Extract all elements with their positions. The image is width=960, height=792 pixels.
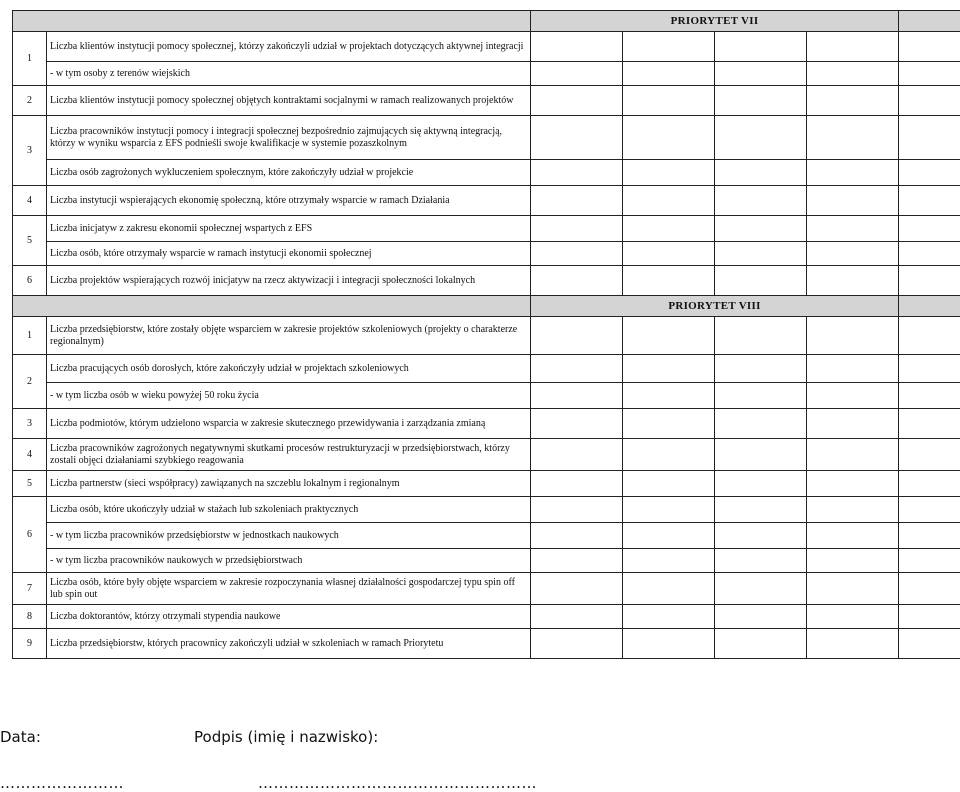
table-row <box>13 573 960 605</box>
row-number: 9 <box>13 629 47 659</box>
value-cell[interactable] <box>807 160 899 186</box>
value-cell[interactable] <box>807 439 899 471</box>
value-cell[interactable] <box>531 317 623 355</box>
table-row <box>13 523 960 549</box>
table-row <box>13 605 960 629</box>
section-title: PRIORYTET VIII <box>531 296 899 317</box>
row-number: 7 <box>13 573 47 605</box>
value-cell[interactable] <box>623 186 715 216</box>
date-field[interactable]: …………………… <box>0 774 124 792</box>
row-number: 6 <box>13 497 47 573</box>
value-cell[interactable] <box>715 242 807 266</box>
table-row <box>13 439 960 471</box>
value-cell[interactable] <box>531 86 623 116</box>
section-title: PRIORYTET VII <box>531 11 899 32</box>
table-row <box>13 216 960 242</box>
value-cell[interactable] <box>623 355 715 383</box>
row-number: 4 <box>13 186 47 216</box>
value-cell[interactable] <box>899 573 960 605</box>
table-row <box>13 186 960 216</box>
value-cell[interactable] <box>531 355 623 383</box>
table-row <box>13 116 960 160</box>
table-row <box>13 86 960 116</box>
value-cell[interactable] <box>623 216 715 242</box>
section-header-row <box>13 296 960 317</box>
value-cell[interactable] <box>531 629 623 659</box>
value-cell[interactable] <box>715 409 807 439</box>
value-cell[interactable] <box>899 216 960 242</box>
indicator-description: Liczba klientów instytucji pomocy społecznej, którzy zakończyli udział w projektach dotyczących aktywnej integracji <box>47 32 531 62</box>
indicator-description: Liczba doktorantów, którzy otrzymali stypendia naukowe <box>47 605 531 629</box>
value-cell[interactable] <box>715 32 807 62</box>
value-cell[interactable] <box>623 266 715 296</box>
value-cell[interactable] <box>715 629 807 659</box>
value-cell[interactable] <box>623 32 715 62</box>
indicator-description: - w tym liczba pracowników przedsiębiorstw w jednostkach naukowych <box>47 523 531 549</box>
value-cell[interactable] <box>807 216 899 242</box>
value-cell[interactable] <box>715 160 807 186</box>
value-cell[interactable] <box>807 605 899 629</box>
signature-footer <box>0 722 960 792</box>
value-cell[interactable] <box>623 629 715 659</box>
table-row <box>13 32 960 62</box>
date-label: Data: <box>0 728 41 746</box>
value-cell[interactable] <box>531 605 623 629</box>
value-cell[interactable] <box>807 86 899 116</box>
value-cell[interactable] <box>807 573 899 605</box>
row-number: 4 <box>13 439 47 471</box>
value-cell[interactable] <box>715 216 807 242</box>
value-cell[interactable] <box>807 523 899 549</box>
value-cell[interactable] <box>715 605 807 629</box>
value-cell[interactable] <box>899 186 960 216</box>
value-cell[interactable] <box>623 160 715 186</box>
value-cell[interactable] <box>623 383 715 409</box>
row-number: 6 <box>13 266 47 296</box>
value-cell[interactable] <box>531 471 623 497</box>
value-cell[interactable] <box>715 317 807 355</box>
value-cell[interactable] <box>807 32 899 62</box>
indicator-description: Liczba instytucji wspierających ekonomię społeczną, które otrzymały wsparcie w ramach Działania <box>47 186 531 216</box>
value-cell[interactable] <box>899 86 960 116</box>
value-cell[interactable] <box>531 32 623 62</box>
indicator-description: Liczba projektów wspierających rozwój inicjatyw na rzecz aktywizacji i integracji społeczności lokalnych <box>47 266 531 296</box>
value-cell[interactable] <box>899 549 960 573</box>
value-cell[interactable] <box>899 439 960 471</box>
value-cell[interactable] <box>715 439 807 471</box>
indicator-description: Liczba inicjatyw z zakresu ekonomii społecznej wspartych z EFS <box>47 216 531 242</box>
section-header-spacer <box>899 296 960 317</box>
value-cell[interactable] <box>623 439 715 471</box>
value-cell[interactable] <box>715 116 807 160</box>
table-row <box>13 62 960 86</box>
value-cell[interactable] <box>623 62 715 86</box>
row-number: 2 <box>13 355 47 409</box>
indicator-description: - w tym liczba pracowników naukowych w przedsiębiorstwach <box>47 549 531 573</box>
value-cell[interactable] <box>531 242 623 266</box>
value-cell[interactable] <box>623 317 715 355</box>
value-cell[interactable] <box>623 409 715 439</box>
value-cell[interactable] <box>899 471 960 497</box>
value-cell[interactable] <box>623 86 715 116</box>
value-cell[interactable] <box>531 62 623 86</box>
section-header-spacer <box>13 11 531 32</box>
value-cell[interactable] <box>807 355 899 383</box>
value-cell[interactable] <box>531 439 623 471</box>
value-cell[interactable] <box>715 523 807 549</box>
indicator-table-sheet <box>12 10 960 659</box>
section-header-row <box>13 11 960 32</box>
section-header-spacer <box>899 11 960 32</box>
value-cell[interactable] <box>715 266 807 296</box>
value-cell[interactable] <box>899 409 960 439</box>
row-number: 3 <box>13 116 47 186</box>
table-row <box>13 549 960 573</box>
value-cell[interactable] <box>715 62 807 86</box>
value-cell[interactable] <box>715 86 807 116</box>
indicator-table <box>12 10 960 659</box>
value-cell[interactable] <box>899 605 960 629</box>
indicator-description: Liczba podmiotów, którym udzielono wsparcia w zakresie skutecznego przewidywania i zarządzania zmianą <box>47 409 531 439</box>
value-cell[interactable] <box>623 605 715 629</box>
value-cell[interactable] <box>899 266 960 296</box>
value-cell[interactable] <box>899 160 960 186</box>
value-cell[interactable] <box>531 409 623 439</box>
value-cell[interactable] <box>531 497 623 523</box>
value-cell[interactable] <box>899 317 960 355</box>
value-cell[interactable] <box>715 497 807 523</box>
value-cell[interactable] <box>899 355 960 383</box>
row-number: 1 <box>13 32 47 86</box>
row-number: 5 <box>13 471 47 497</box>
table-row <box>13 160 960 186</box>
value-cell[interactable] <box>715 383 807 409</box>
table-row <box>13 629 960 659</box>
value-cell[interactable] <box>623 116 715 160</box>
value-cell[interactable] <box>531 383 623 409</box>
value-cell[interactable] <box>531 523 623 549</box>
value-cell[interactable] <box>715 355 807 383</box>
value-cell[interactable] <box>899 242 960 266</box>
value-cell[interactable] <box>807 409 899 439</box>
value-cell[interactable] <box>899 62 960 86</box>
value-cell[interactable] <box>623 242 715 266</box>
value-cell[interactable] <box>531 573 623 605</box>
value-cell[interactable] <box>623 497 715 523</box>
value-cell[interactable] <box>807 186 899 216</box>
value-cell[interactable] <box>531 160 623 186</box>
indicator-description: Liczba osób zagrożonych wykluczeniem społecznym, które zakończyły udział w projekcie <box>47 160 531 186</box>
indicator-description: Liczba osób, które były objęte wsparciem w zakresie rozpoczynania własnej działalności gospodarczej typu spin off lub spin out <box>47 573 531 605</box>
value-cell[interactable] <box>715 573 807 605</box>
value-cell[interactable] <box>899 32 960 62</box>
row-number: 1 <box>13 317 47 355</box>
table-row <box>13 355 960 383</box>
value-cell[interactable] <box>807 116 899 160</box>
value-cell[interactable] <box>531 549 623 573</box>
indicator-description: - w tym liczba osób w wieku powyżej 50 roku życia <box>47 383 531 409</box>
value-cell[interactable] <box>807 549 899 573</box>
signature-field[interactable]: ……………………………………………… <box>258 774 537 792</box>
indicator-description: Liczba osób, które otrzymały wsparcie w ramach instytucji ekonomii społecznej <box>47 242 531 266</box>
indicator-description: Liczba pracujących osób dorosłych, które zakończyły udział w projektach szkoleniowych <box>47 355 531 383</box>
table-row <box>13 266 960 296</box>
row-number: 5 <box>13 216 47 266</box>
indicator-description: Liczba klientów instytucji pomocy społecznej objętych kontraktami socjalnymi w ramach realizowanych projektów <box>47 86 531 116</box>
table-row <box>13 383 960 409</box>
value-cell[interactable] <box>531 116 623 160</box>
value-cell[interactable] <box>623 523 715 549</box>
value-cell[interactable] <box>899 497 960 523</box>
table-row <box>13 242 960 266</box>
value-cell[interactable] <box>623 573 715 605</box>
value-cell[interactable] <box>807 497 899 523</box>
section-header-spacer <box>13 296 531 317</box>
value-cell[interactable] <box>807 383 899 409</box>
value-cell[interactable] <box>807 471 899 497</box>
value-cell[interactable] <box>899 629 960 659</box>
value-cell[interactable] <box>807 266 899 296</box>
value-cell[interactable] <box>807 629 899 659</box>
table-row <box>13 471 960 497</box>
indicator-description: Liczba osób, które ukończyły udział w stażach lub szkoleniach praktycznych <box>47 497 531 523</box>
value-cell[interactable] <box>899 523 960 549</box>
table-row <box>13 317 960 355</box>
indicator-description: Liczba przedsiębiorstw, których pracownicy zakończyli udział w szkoleniach w ramach Priorytetu <box>47 629 531 659</box>
row-number: 3 <box>13 409 47 439</box>
value-cell[interactable] <box>531 266 623 296</box>
table-row <box>13 497 960 523</box>
value-cell[interactable] <box>899 116 960 160</box>
indicator-description: Liczba pracowników instytucji pomocy i integracji społecznej bezpośrednio zajmujących się aktywną integracją, którzy w wyniku wsparcia z EFS podnieśli swoje kwalifikacje w systemie pozaszkolnym <box>47 116 531 160</box>
value-cell[interactable] <box>531 216 623 242</box>
table-row <box>13 409 960 439</box>
indicator-description: - w tym osoby z terenów wiejskich <box>47 62 531 86</box>
row-number: 8 <box>13 605 47 629</box>
value-cell[interactable] <box>715 471 807 497</box>
value-cell[interactable] <box>807 317 899 355</box>
value-cell[interactable] <box>807 62 899 86</box>
value-cell[interactable] <box>715 186 807 216</box>
indicator-description: Liczba partnerstw (sieci współpracy) zawiązanych na szczeblu lokalnym i regionalnym <box>47 471 531 497</box>
indicator-description: Liczba przedsiębiorstw, które zostały objęte wsparciem w zakresie projektów szkoleniowych (projekty o charakterze regionalnym) <box>47 317 531 355</box>
signature-label: Podpis (imię i nazwisko): <box>194 728 379 746</box>
value-cell[interactable] <box>807 242 899 266</box>
indicator-description: Liczba pracowników zagrożonych negatywnymi skutkami procesów restrukturyzacji w przedsiębiorstwach, którzy zostali objęci działaniami szybkiego reagowania <box>47 439 531 471</box>
value-cell[interactable] <box>899 383 960 409</box>
value-cell[interactable] <box>623 549 715 573</box>
row-number: 2 <box>13 86 47 116</box>
value-cell[interactable] <box>531 186 623 216</box>
value-cell[interactable] <box>715 549 807 573</box>
value-cell[interactable] <box>623 471 715 497</box>
